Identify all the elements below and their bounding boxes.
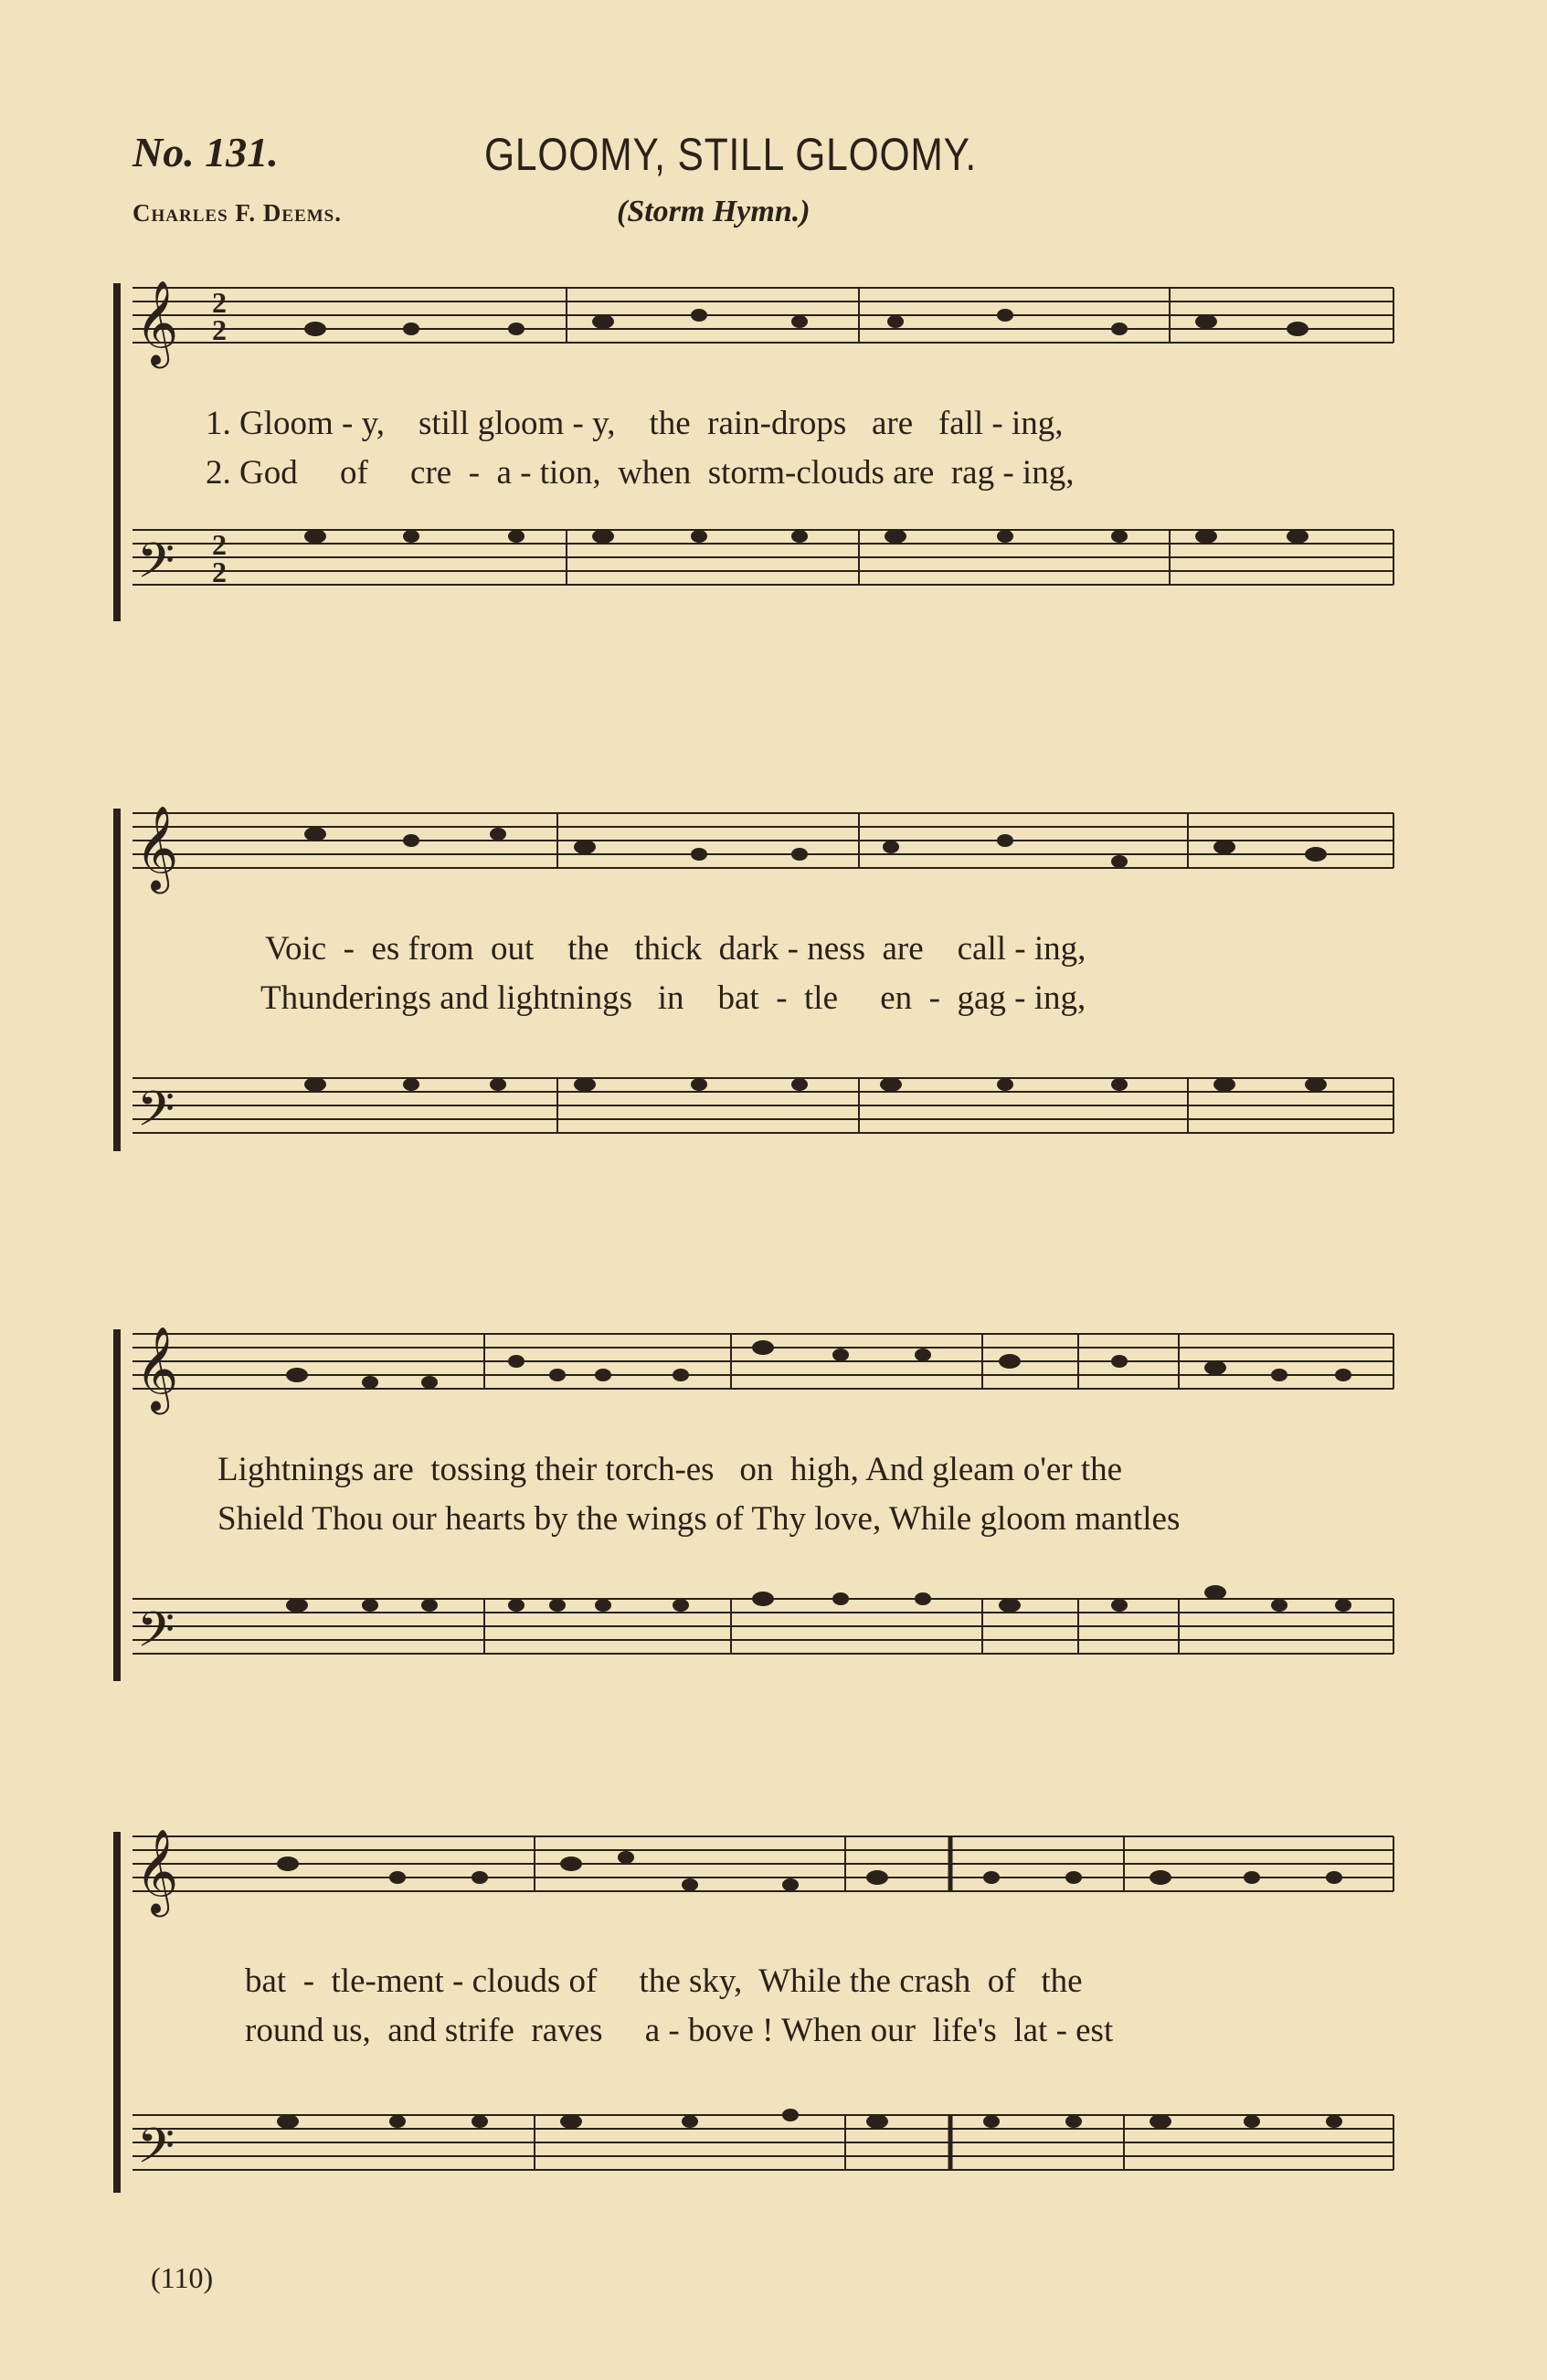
music-system-3: [0, 1320, 1547, 1686]
svg-text:𝄞: 𝄞: [135, 280, 179, 365]
svg-text:𝄞: 𝄞: [135, 1828, 179, 1913]
music-system-4: [0, 1823, 1547, 2225]
lyric-line: round us, and strife raves a - bove ! When our life's lat - est: [245, 2012, 1114, 2049]
hymn-author: Charles F. Deems.: [132, 199, 342, 227]
lyric-line: 1. Gloom - y, still gloom - y, the rain-drops are fall - ing,: [206, 405, 1064, 442]
music-system-2: [0, 799, 1547, 1165]
svg-text:𝄞: 𝄞: [135, 1326, 179, 1411]
hymn-number: No. 131.: [132, 129, 279, 175]
page-number: (110): [151, 2261, 214, 2294]
hymn-subtitle: (Storm Hymn.): [617, 195, 811, 228]
lyric-line: Voic - es from out the thick dark - ness are call - ing,: [265, 930, 1086, 968]
lyric-line: Shield Thou our hearts by the wings of Thy love, While gloom mantles: [217, 1500, 1181, 1538]
lyric-line: bat - tle-ment - clouds of the sky, While the crash of the: [245, 1962, 1083, 2000]
svg-text:𝄞: 𝄞: [135, 805, 179, 890]
lyric-line: Thunderings and lightnings in bat - tle en - gag - ing,: [260, 979, 1086, 1017]
svg-text:2: 2: [212, 286, 227, 319]
svg-text:𝄢: 𝄢: [137, 1603, 175, 1670]
svg-text:2: 2: [212, 555, 227, 588]
lyric-line: 2. God of cre - a - tion, when storm-clouds are rag - ing,: [206, 454, 1075, 492]
svg-text:2: 2: [212, 313, 227, 346]
svg-text:𝄢: 𝄢: [137, 534, 175, 601]
lyric-line: Lightnings are tossing their torch-es on high, And gleam o'er the: [217, 1451, 1123, 1488]
music-system-1: [0, 265, 1547, 649]
svg-text:𝄢: 𝄢: [137, 2119, 175, 2186]
svg-text:2: 2: [212, 528, 227, 561]
svg-text:𝄢: 𝄢: [137, 1082, 175, 1149]
hymn-title: GLOOMY, STILL GLOOMY.: [484, 129, 978, 180]
